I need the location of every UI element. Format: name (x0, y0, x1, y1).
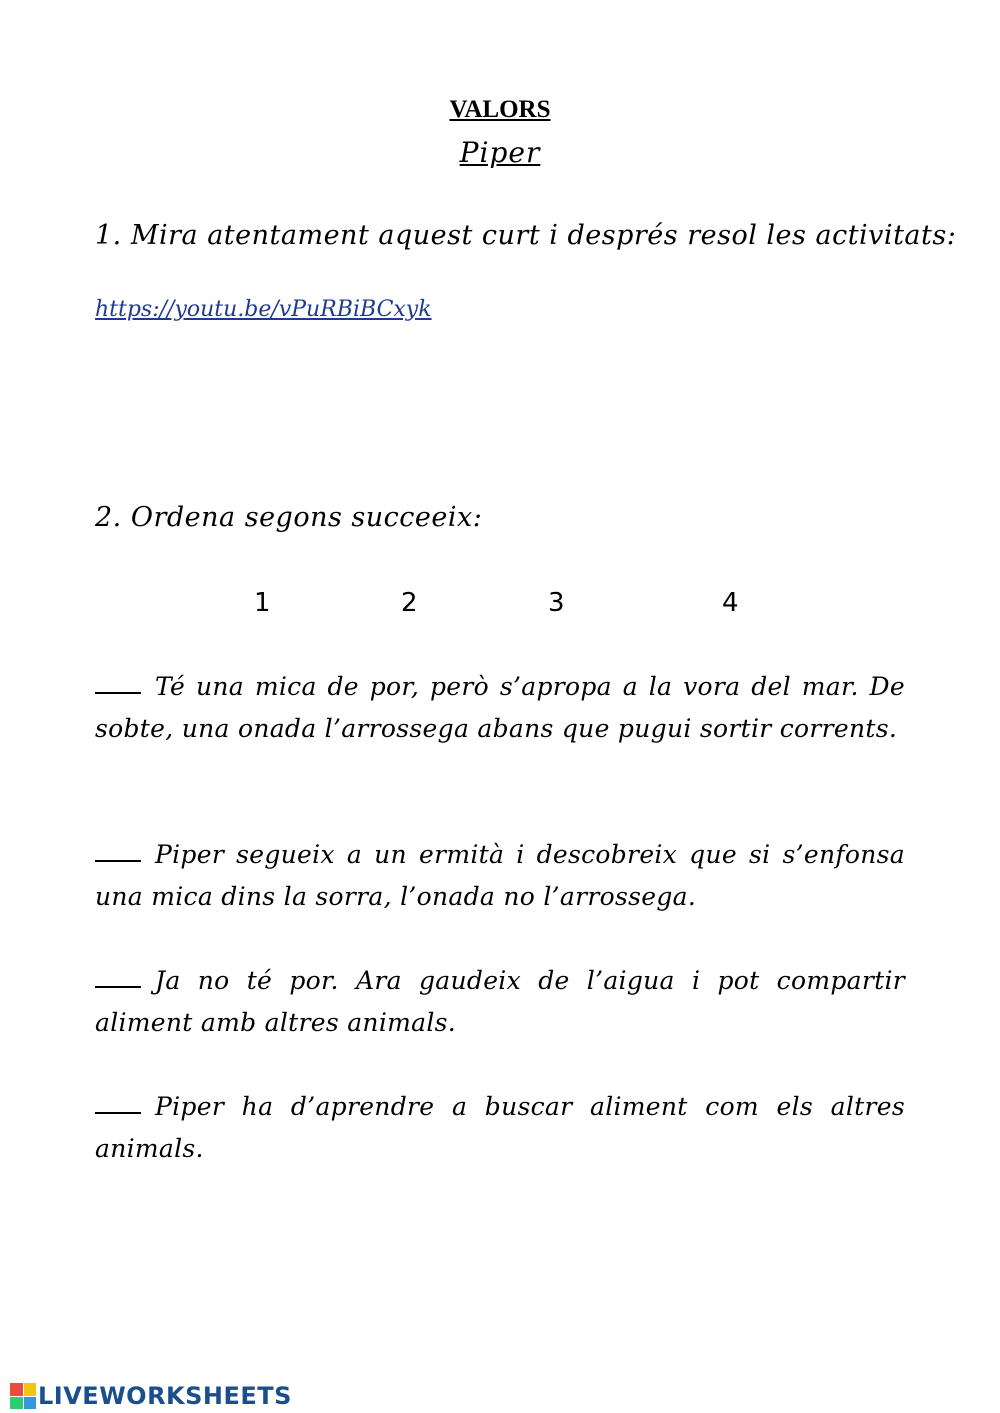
order-item-4 (95, 1086, 905, 1170)
page-title: VALORS (449, 96, 551, 123)
video-link[interactable]: https://youtu.be/vPuRBiBCxyk (95, 297, 432, 322)
liveworksheets-footer (10, 1382, 292, 1410)
order-item-text: Té una mica de por, però s’apropa a la vora del mar. De sobte, una onada l’arrossega abans que pugui sortir corrents. (95, 672, 905, 743)
order-item-text: Ja no té por. Ara gaudeix de l’aigua i pot compartir aliment amb altres animals. (95, 966, 905, 1037)
order-number-3: 3 (548, 588, 565, 618)
order-number-2: 2 (401, 588, 418, 618)
liveworksheets-logo-icon (10, 1383, 36, 1409)
answer-blank-4[interactable] (95, 1112, 141, 1114)
page-subtitle: Piper (459, 136, 541, 169)
liveworksheets-brand: LIVEWORKSHEETS (38, 1382, 292, 1410)
answer-blank-2[interactable] (95, 860, 141, 862)
logo-square-blue (24, 1397, 37, 1410)
logo-square-red (10, 1383, 23, 1396)
order-item-text: Piper ha d’aprendre a buscar aliment com els altres animals. (95, 1092, 905, 1163)
logo-square-yellow (24, 1383, 37, 1396)
order-item-1 (95, 666, 905, 750)
order-item-3 (95, 960, 905, 1044)
logo-square-green (10, 1397, 23, 1410)
question-2-text: 2. Ordena segons succeeix: (95, 502, 483, 533)
answer-blank-3[interactable] (95, 986, 141, 988)
order-item-2 (95, 834, 905, 918)
order-number-1: 1 (254, 588, 271, 618)
answer-blank-1[interactable] (95, 692, 141, 694)
question-1-text: 1. Mira atentament aquest curt i després resol les activitats: (95, 220, 957, 251)
order-item-text: Piper segueix a un ermità i descobreix que si s’enfonsa una mica dins la sorra, l’onada no l’arrossega. (95, 840, 905, 911)
order-number-4: 4 (722, 588, 739, 618)
